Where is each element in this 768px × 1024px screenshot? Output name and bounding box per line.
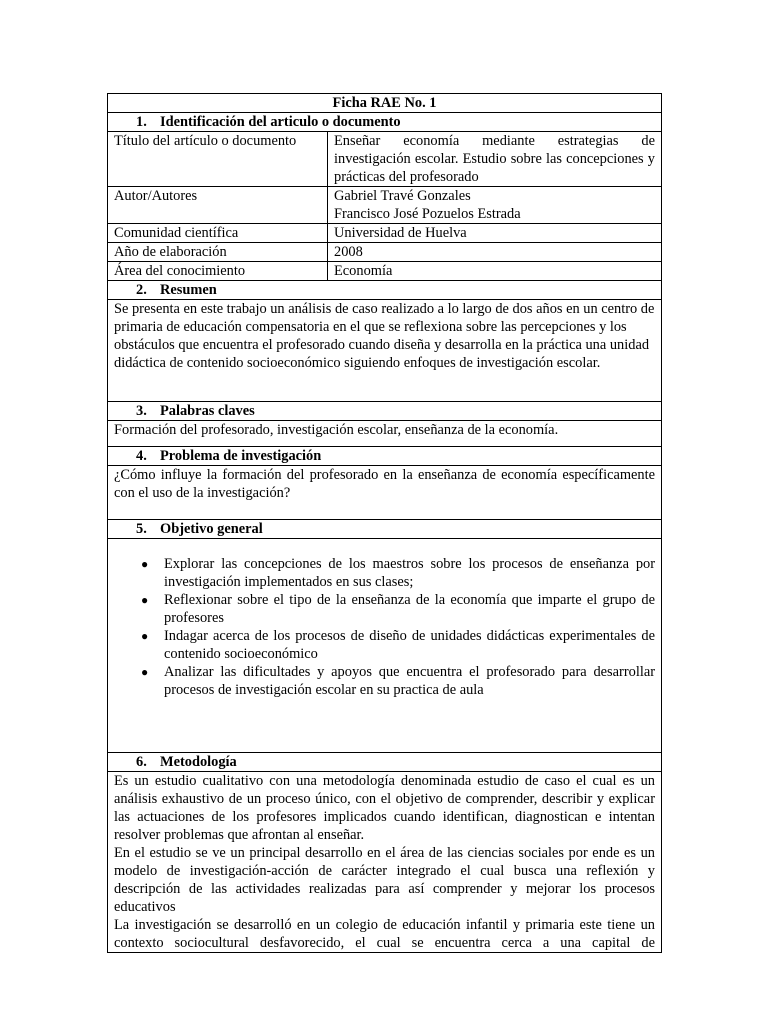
form-title: Ficha RAE No. 1 [108, 94, 662, 113]
row-metodologia [108, 772, 662, 953]
objetivo-text: Indagar acerca de los procesos de diseño de unidades didácticas experimentales de contenido socioeconómico [164, 628, 655, 662]
row-anio [108, 243, 662, 262]
section-number: 4. [136, 448, 147, 464]
metodologia-paragraph: Es un estudio cualitativo con una metodología denominada estudio de caso el cual es un análisis exhaustivo de un proceso único, con el objetivo de comprender, describir y explicar las actuaciones de los profesores implicados cuando identifican, diagnostican e intentan resolver problemas que afrontan al enseñar. [114, 773, 655, 843]
anio-value: 2008 [328, 243, 662, 262]
area-label: Área del conocimiento [108, 262, 328, 281]
autor-values [328, 187, 662, 224]
titulo-label: Título del artículo o documento [108, 132, 328, 187]
title-row [108, 94, 662, 113]
objetivo-text: Analizar las dificultades y apoyos que encuentra el profesorado para desarrollar procesos de investigación escolar en su practica de aula [164, 664, 655, 698]
metodologia-paragraph: En el estudio se ve un principal desarrollo en el área de las ciencias sociales por ende es un modelo de investigación-acción de carácter integrado el cual busca una reflexión y descripción de las actividades realizadas para así comprender y mejorar los procesos educativos [114, 845, 655, 915]
resumen-text: Se presenta en este trabajo un análisis de caso realizado a lo largo de dos años en un centro de primaria de educación compensatoria en el que se reflexiona sobre las percepciones y los obstáculos que encuentra el profesorado cuando diseña y desarrolla en la práctica una unidad didáctica de contenido socioeconómico siguiendo enfoques de investigación escolar. [108, 300, 662, 402]
bullet-icon: ● [141, 629, 149, 643]
autor-label: Autor/Autores [108, 187, 328, 224]
row-objetivos [108, 539, 662, 753]
section-number: 3. [136, 403, 147, 419]
objetivos-list [114, 555, 655, 699]
row-comunidad [108, 224, 662, 243]
section-number: 5. [136, 521, 147, 537]
anio-label: Año de elaboración [108, 243, 328, 262]
section-title: Objetivo general [160, 521, 263, 537]
section-title: Resumen [160, 282, 217, 298]
objetivos-cell [108, 539, 662, 753]
rae-form [107, 93, 662, 953]
problema-text: ¿Cómo influye la formación del profesorado en la enseñanza de economía específicamente con el uso de la investigación? [108, 466, 662, 520]
comunidad-value: Universidad de Huelva [328, 224, 662, 243]
section-title: Identificación del articulo o documento [160, 114, 401, 130]
section-header-objetivo [108, 520, 662, 539]
titulo-value: Enseñar economía mediante estrategias de investigación escolar. Estudio sobre las concepciones y prácticas del profesorado [328, 132, 662, 187]
row-autores [108, 187, 662, 224]
section-number: 1. [136, 114, 147, 130]
list-item [141, 627, 655, 663]
row-palabras [108, 421, 662, 447]
list-item [141, 591, 655, 627]
bullet-icon: ● [141, 665, 149, 679]
section-number: 6. [136, 754, 147, 770]
section-title: Metodología [160, 754, 237, 770]
area-value: Economía [328, 262, 662, 281]
section-header-problema [108, 447, 662, 466]
rae-table [107, 93, 662, 953]
metodologia-cell [108, 772, 662, 953]
autor-2: Francisco José Pozuelos Estrada [334, 206, 521, 222]
metodologia-paragraph: contexto sociocultural desfavorecido, el cual se encuentra cerca a una capital de [114, 935, 655, 951]
row-area [108, 262, 662, 281]
palabras-text: Formación del profesorado, investigación escolar, enseñanza de la economía. [108, 421, 662, 447]
comunidad-label: Comunidad científica [108, 224, 328, 243]
section-number: 2. [136, 282, 147, 298]
list-item [141, 555, 655, 591]
list-item [141, 663, 655, 699]
section-title: Problema de investigación [160, 448, 322, 464]
section-header-identification [108, 113, 662, 132]
row-resumen [108, 300, 662, 402]
bullet-icon: ● [141, 557, 149, 571]
objetivo-text: Reflexionar sobre el tipo de la enseñanza de la economía que imparte el grupo de profesores [164, 592, 655, 626]
section-title: Palabras claves [160, 403, 255, 419]
section-header-resumen [108, 281, 662, 300]
section-header-metodologia [108, 753, 662, 772]
section-header-palabras [108, 402, 662, 421]
autor-1: Gabriel Travé Gonzales [334, 188, 471, 204]
objetivo-text: Explorar las concepciones de los maestros sobre los procesos de enseñanza por investigación implementados en sus clases; [164, 556, 655, 590]
metodologia-paragraph: La investigación se desarrolló en un colegio de educación infantil y primaria este tiene un [114, 917, 655, 933]
bullet-icon: ● [141, 593, 149, 607]
row-titulo [108, 132, 662, 187]
row-problema [108, 466, 662, 520]
